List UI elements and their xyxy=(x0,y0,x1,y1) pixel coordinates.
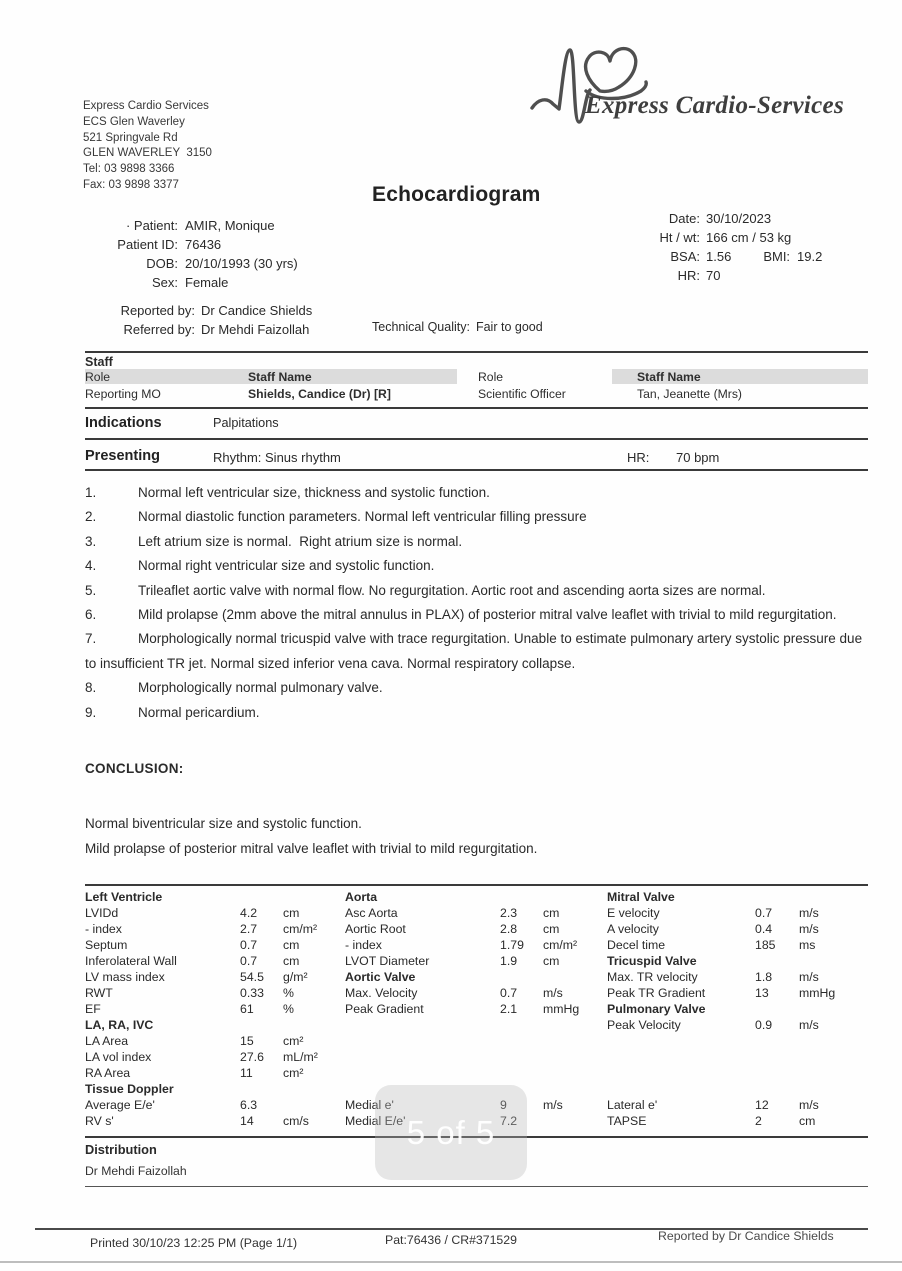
measurement-unit xyxy=(543,890,605,906)
patient-id: 76436 xyxy=(185,236,222,252)
measurement-unit xyxy=(543,1114,605,1130)
measurement-label: Tissue Doppler xyxy=(85,1082,174,1096)
measurement-value: 4.2 xyxy=(240,906,258,920)
measurement-value xyxy=(500,1050,543,1066)
measurement-unit: mmHg xyxy=(543,1002,580,1016)
staff-row-role-2: Scientific Officer xyxy=(478,387,566,401)
finding-item xyxy=(85,481,871,505)
finding-item xyxy=(85,530,871,554)
finding-text: Trileaflet aortic valve with normal flow. No regurgitation. Aortic root and ascending aorta sizes are normal. xyxy=(138,582,766,598)
measurement-unit xyxy=(799,954,870,970)
dob-label: DOB: xyxy=(146,255,178,271)
measurement-label: TAPSE xyxy=(607,1114,647,1128)
measurement-row xyxy=(85,938,343,954)
measurement-row xyxy=(607,986,870,1002)
sex-label: Sex: xyxy=(151,274,178,290)
clinic-address-line: GLEN WAVERLEY 3150 xyxy=(83,147,212,160)
measurement-unit: cm xyxy=(283,954,300,968)
measurement-unit: m/s xyxy=(799,922,819,936)
rule-measurements-top xyxy=(85,884,868,886)
measurement-unit: ms xyxy=(799,938,816,952)
measurement-row xyxy=(85,1066,343,1082)
measurement-row xyxy=(85,922,343,938)
bsa-label: BSA: xyxy=(670,248,700,264)
measurement-value: 1.9 xyxy=(500,954,518,968)
measurement-row xyxy=(85,970,343,986)
staff-row-name-2: Tan, Jeanette (Mrs) xyxy=(637,387,742,401)
footer-reported-by: Reported by Dr Candice Shields xyxy=(658,1229,834,1243)
measurement-value xyxy=(500,1034,543,1050)
measurement-row xyxy=(607,1002,870,1018)
measurement-row xyxy=(345,890,605,906)
finding-text: Normal pericardium. xyxy=(138,704,260,720)
measurement-value: 11 xyxy=(240,1066,253,1080)
measurement-label: LA vol index xyxy=(85,1050,152,1064)
measurement-label: LA, RA, IVC xyxy=(85,1018,154,1032)
measurement-value xyxy=(240,1082,283,1098)
measurement-label: Decel time xyxy=(607,938,666,952)
measurement-unit xyxy=(799,1082,870,1098)
measurement-unit xyxy=(283,1098,343,1114)
measurement-value: 54.5 xyxy=(240,970,264,984)
finding-number: 5. xyxy=(85,582,97,598)
measurement-unit xyxy=(799,1066,870,1082)
measurement-unit xyxy=(543,1066,605,1082)
measurement-label: Max. Velocity xyxy=(345,986,418,1000)
indications-value: Palpitations xyxy=(213,416,279,430)
reported-by-value: Dr Candice Shields xyxy=(201,303,313,318)
measurement-unit xyxy=(283,1082,343,1098)
measurement-label xyxy=(345,1034,500,1050)
technical-quality xyxy=(372,320,543,334)
measurement-row xyxy=(85,1114,343,1130)
finding-text: Morphologically normal tricuspid valve with trace regurgitation. Unable to estimate pulmonary artery systolic pressure due to insufficient TR jet. Normal sized inferior vena cava. Normal respiratory collapse. xyxy=(85,631,866,671)
measurement-value xyxy=(240,1018,283,1034)
measurement-label: Left Ventricle xyxy=(85,890,163,904)
measurement-label: LV mass index xyxy=(85,970,165,984)
dob-value: 20/10/1993 (30 yrs) xyxy=(185,255,298,271)
clinic-address-line: Tel: 03 9898 3366 xyxy=(83,162,175,175)
staff-row-role-1: Reporting MO xyxy=(85,387,161,401)
finding-item xyxy=(85,579,871,603)
measurement-unit: cm xyxy=(283,938,300,952)
finding-number: 9. xyxy=(85,704,97,720)
measurement-label: - index xyxy=(345,938,382,952)
finding-text: Normal right ventricular size and systolic function. xyxy=(138,558,435,574)
measurement-unit xyxy=(543,1034,605,1050)
exam-info-block xyxy=(645,210,822,286)
measurement-row xyxy=(85,890,343,906)
finding-item xyxy=(85,676,871,700)
measurement-value: 1.8 xyxy=(755,970,773,984)
measurement-row xyxy=(345,1018,605,1034)
hr-label: HR: xyxy=(677,267,700,283)
measurement-label: Max. TR velocity xyxy=(607,970,698,984)
patient-id-label: Patient ID: xyxy=(117,236,178,252)
technical-quality-value: Fair to good xyxy=(475,320,543,334)
measurement-value: 7.2 xyxy=(500,1114,518,1128)
staff-header-role-1: Role xyxy=(85,370,111,384)
clinic-address-line: Fax: 03 9898 3377 xyxy=(83,178,179,191)
sex-value: Female xyxy=(185,274,229,290)
measurement-value: 12 xyxy=(755,1098,769,1112)
measurement-row xyxy=(607,906,870,922)
measurement-label: RA Area xyxy=(85,1066,131,1080)
presenting-label: Presenting xyxy=(85,448,160,464)
referred-by-label: Referred by: xyxy=(123,322,195,338)
rule-staff-bottom xyxy=(85,407,868,409)
measurement-row xyxy=(85,986,343,1002)
finding-text: Mild prolapse (2mm above the mitral annulus in PLAX) of posterior mitral valve leaflet with trivial to mild regurgitation. xyxy=(138,607,837,623)
measurement-label: LVIDd xyxy=(85,906,119,920)
staff-section-label: Staff xyxy=(85,355,113,369)
measurement-unit xyxy=(543,970,605,986)
measurement-unit: cm² xyxy=(283,1066,304,1080)
measurement-unit: cm/s xyxy=(283,1114,309,1128)
measurement-row xyxy=(607,922,870,938)
measurement-unit: cm xyxy=(283,906,300,920)
measurement-row xyxy=(345,1050,605,1066)
finding-text: Left atrium size is normal. Right atrium size is normal. xyxy=(138,533,463,549)
page-number-watermark: 5 of 5 xyxy=(375,1085,527,1180)
measurement-row xyxy=(607,1082,870,1098)
measurement-label: Aortic Root xyxy=(345,922,406,936)
measurement-label: Average E/e' xyxy=(85,1098,155,1112)
measurement-value xyxy=(240,890,283,906)
bsa-value: 1.56 xyxy=(706,248,732,264)
measurement-value: 0.33 xyxy=(240,986,264,1000)
measurement-unit: m/s xyxy=(799,970,819,984)
clinic-address-line: 521 Springvale Rd xyxy=(83,131,178,144)
measurement-unit: cm/m² xyxy=(283,922,318,936)
htwt-value: 166 cm / 53 kg xyxy=(706,229,792,245)
measurement-value xyxy=(755,1002,799,1018)
measurement-row xyxy=(607,1050,870,1066)
logo-text: Express Cardio-Services xyxy=(585,92,844,119)
measurement-value xyxy=(500,1066,543,1082)
measurement-value xyxy=(755,1050,799,1066)
patient-name: AMIR, Monique xyxy=(185,218,275,233)
measurement-row xyxy=(85,1018,343,1034)
measurement-row xyxy=(345,970,605,986)
measurement-value xyxy=(755,1082,799,1098)
measurement-row xyxy=(85,1034,343,1050)
page-title: Echocardiogram xyxy=(372,183,541,206)
footer-patient-ref: Pat:76436 / CR#371529 xyxy=(385,1233,517,1247)
conclusion-text xyxy=(85,811,537,861)
scan-edge-line xyxy=(0,1261,902,1263)
bsa-bmi-value xyxy=(706,248,822,267)
measurement-row xyxy=(85,906,343,922)
finding-number: 3. xyxy=(85,533,97,549)
measurement-value xyxy=(755,954,799,970)
measurement-unit xyxy=(799,1050,870,1066)
measurement-label: Mitral Valve xyxy=(607,890,675,904)
staff-header-name-2: Staff Name xyxy=(637,370,701,384)
measurement-value: 2.3 xyxy=(500,906,518,920)
reporting-block xyxy=(85,301,312,339)
conclusion-line-1: Normal biventricular size and systolic function. xyxy=(85,816,362,831)
measurement-label: Tricuspid Valve xyxy=(607,954,697,968)
finding-number: 1. xyxy=(85,485,97,500)
measurement-label xyxy=(345,1018,500,1034)
measurement-value: 6.3 xyxy=(240,1098,258,1112)
measurement-value: 0.7 xyxy=(240,938,258,952)
finding-number: 2. xyxy=(85,509,97,525)
measurement-row xyxy=(607,938,870,954)
finding-item xyxy=(85,505,871,529)
staff-header-name-1: Staff Name xyxy=(248,370,312,384)
finding-item xyxy=(85,701,871,725)
finding-number: 4. xyxy=(85,558,97,574)
measurement-label: LA Area xyxy=(85,1034,129,1048)
finding-item xyxy=(85,627,871,676)
referred-by-value: Dr Mehdi Faizollah xyxy=(201,322,310,338)
date-label: Date: xyxy=(668,211,700,226)
measurement-label xyxy=(607,1050,755,1066)
measurement-row xyxy=(345,922,605,938)
finding-item xyxy=(85,603,871,627)
distribution-label: Distribution xyxy=(85,1142,157,1157)
findings-list xyxy=(85,481,871,725)
measurement-label: Aortic Valve xyxy=(345,970,416,984)
clinic-address-line: ECS Glen Waverley xyxy=(83,115,185,128)
measurement-label: - index xyxy=(85,922,122,936)
measurement-label: Lateral e' xyxy=(607,1098,658,1112)
measurement-value: 9 xyxy=(500,1098,507,1112)
measurement-label: Asc Aorta xyxy=(345,906,398,920)
measurement-label: A velocity xyxy=(607,922,659,936)
measurement-value: 13 xyxy=(755,986,769,1000)
presenting-rhythm: Rhythm: Sinus rhythm xyxy=(213,450,341,465)
finding-text: Morphologically normal pulmonary valve. xyxy=(138,680,383,696)
indications-label: Indications xyxy=(85,415,162,431)
measurement-value: 2.7 xyxy=(240,922,258,936)
measurement-value xyxy=(500,1018,543,1034)
finding-text: Normal diastolic function parameters. Normal left ventricular filling pressure xyxy=(138,509,587,525)
measurement-unit: % xyxy=(283,986,294,1000)
measurement-label xyxy=(607,1034,755,1050)
measurement-label: Aorta xyxy=(345,890,378,904)
conclusion-line-2: Mild prolapse of posterior mitral valve leaflet with trivial to mild regurgitation. xyxy=(85,841,538,856)
measurement-value: 1.79 xyxy=(500,938,524,952)
measurement-unit: cm/m² xyxy=(543,938,578,952)
measurement-row xyxy=(607,1098,870,1114)
measurement-row xyxy=(607,1034,870,1050)
measurements-column-right xyxy=(607,890,870,1130)
measurement-unit: cm xyxy=(543,922,560,936)
measurement-unit: mmHg xyxy=(799,986,836,1000)
measurement-row xyxy=(607,1114,870,1130)
measurement-unit: cm² xyxy=(283,1034,304,1048)
rule-distribution-bottom xyxy=(85,1186,868,1187)
heartbeat-heart-icon xyxy=(528,40,663,135)
rule-presenting-bottom xyxy=(85,469,868,471)
measurement-label xyxy=(345,1050,500,1066)
measurement-label: Inferolateral Wall xyxy=(85,954,177,968)
measurement-unit xyxy=(799,1034,870,1050)
hr-value: 70 xyxy=(706,267,721,283)
measurement-unit xyxy=(543,1018,605,1034)
conclusion-label: CONCLUSION: xyxy=(85,761,184,776)
measurement-row xyxy=(345,1034,605,1050)
measurement-value: 2 xyxy=(755,1114,762,1128)
measurement-value xyxy=(755,890,799,906)
finding-number: 7. xyxy=(85,631,97,647)
measurement-value: 2.1 xyxy=(500,1002,518,1016)
measurement-label xyxy=(607,1066,755,1082)
measurement-value: 0.9 xyxy=(755,1018,773,1032)
measurement-value xyxy=(755,1034,799,1050)
measurement-unit: cm xyxy=(543,906,560,920)
measurement-unit xyxy=(799,1002,870,1018)
measurement-row xyxy=(85,1050,343,1066)
measurement-value xyxy=(500,890,543,906)
measurement-value: 14 xyxy=(240,1114,254,1128)
measurement-row xyxy=(345,906,605,922)
measurement-unit: % xyxy=(283,1002,294,1016)
measurement-unit xyxy=(543,1082,605,1098)
measurement-unit xyxy=(283,1018,343,1034)
measurement-label: Septum xyxy=(85,938,128,952)
staff-row-name-1: Shields, Candice (Dr) [R] xyxy=(248,387,391,401)
measurement-value: 2.8 xyxy=(500,922,518,936)
measurement-label: Medial E/e' xyxy=(345,1114,406,1128)
measurements-column-left xyxy=(85,890,343,1130)
measurement-unit xyxy=(799,890,870,906)
measurement-row xyxy=(85,954,343,970)
measurement-value: 0.7 xyxy=(240,954,258,968)
measurement-label: Peak Velocity xyxy=(607,1018,681,1032)
measurement-label: Peak TR Gradient xyxy=(607,986,706,1000)
htwt-label: Ht / wt: xyxy=(659,229,700,245)
staff-header-role-2: Role xyxy=(478,370,504,384)
measurement-value xyxy=(500,970,543,986)
measurement-label xyxy=(607,1082,755,1098)
measurement-value: 0.4 xyxy=(755,922,773,936)
measurement-label xyxy=(345,1066,500,1082)
measurement-row xyxy=(345,954,605,970)
presenting-hr-label: HR: xyxy=(627,450,650,465)
measurement-label: E velocity xyxy=(607,906,660,920)
finding-number: 8. xyxy=(85,680,97,696)
measurement-row xyxy=(607,1066,870,1082)
measurement-label: Pulmonary Valve xyxy=(607,1002,706,1016)
technical-quality-label: Technical Quality: xyxy=(372,320,470,334)
measurement-unit xyxy=(543,1050,605,1066)
measurement-unit: m/s xyxy=(799,1018,819,1032)
measurement-row xyxy=(607,970,870,986)
measurement-value: 15 xyxy=(240,1034,254,1048)
bmi-label: BMI: xyxy=(763,248,791,264)
measurement-value: 27.6 xyxy=(240,1050,264,1064)
measurement-unit: m/s xyxy=(799,1098,819,1112)
measurement-row xyxy=(345,1002,605,1018)
finding-number: 6. xyxy=(85,607,97,623)
measurement-value xyxy=(755,1066,799,1082)
clinic-address-line: Express Cardio Services xyxy=(83,100,209,113)
measurement-value: 0.7 xyxy=(755,906,773,920)
measurement-unit: cm xyxy=(543,954,560,968)
measurement-unit: m/s xyxy=(799,906,819,920)
patient-info-block xyxy=(85,217,298,293)
measurement-row xyxy=(345,986,605,1002)
clinic-logo xyxy=(528,40,873,135)
measurement-row xyxy=(345,938,605,954)
rule-indications-bottom xyxy=(85,438,868,440)
measurement-row xyxy=(607,954,870,970)
measurement-label: Medial e' xyxy=(345,1098,394,1112)
distribution-value: Dr Mehdi Faizollah xyxy=(85,1164,187,1178)
footer-printed: Printed 30/10/23 12:25 PM (Page 1/1) xyxy=(90,1236,298,1250)
clinic-address-block xyxy=(83,52,212,193)
measurement-row xyxy=(85,1002,343,1018)
measurement-row xyxy=(85,1082,343,1098)
measurement-row xyxy=(607,890,870,906)
measurement-value: 61 xyxy=(240,1002,254,1016)
measurement-value: 185 xyxy=(755,938,776,952)
measurement-label: EF xyxy=(85,1002,101,1016)
bmi-value: 19.2 xyxy=(797,248,823,264)
measurement-unit xyxy=(283,890,343,906)
measurement-value: 0.7 xyxy=(500,986,518,1000)
rule-staff-top xyxy=(85,351,868,353)
measurement-label: LVOT Diameter xyxy=(345,954,430,968)
measurement-row xyxy=(85,1098,343,1114)
measurement-row xyxy=(345,1066,605,1082)
measurement-row xyxy=(607,1018,870,1034)
measurement-unit: m/s xyxy=(543,1098,563,1112)
measurement-unit: g/m² xyxy=(283,970,308,984)
measurement-label: Peak Gradient xyxy=(345,1002,424,1016)
measurement-unit: mL/m² xyxy=(283,1050,318,1064)
reported-by-label: Reported by: xyxy=(120,303,195,318)
presenting-hr-value: 70 bpm xyxy=(676,450,720,465)
finding-item xyxy=(85,554,871,578)
measurement-unit: cm xyxy=(799,1114,816,1128)
date-value: 30/10/2023 xyxy=(706,211,772,226)
measurement-label: RWT xyxy=(85,986,113,1000)
measurement-unit: m/s xyxy=(543,986,563,1000)
measurement-label: RV s' xyxy=(85,1114,114,1128)
finding-text: Normal left ventricular size, thickness and systolic function. xyxy=(138,485,490,500)
patient-label: · Patient: xyxy=(125,218,178,233)
